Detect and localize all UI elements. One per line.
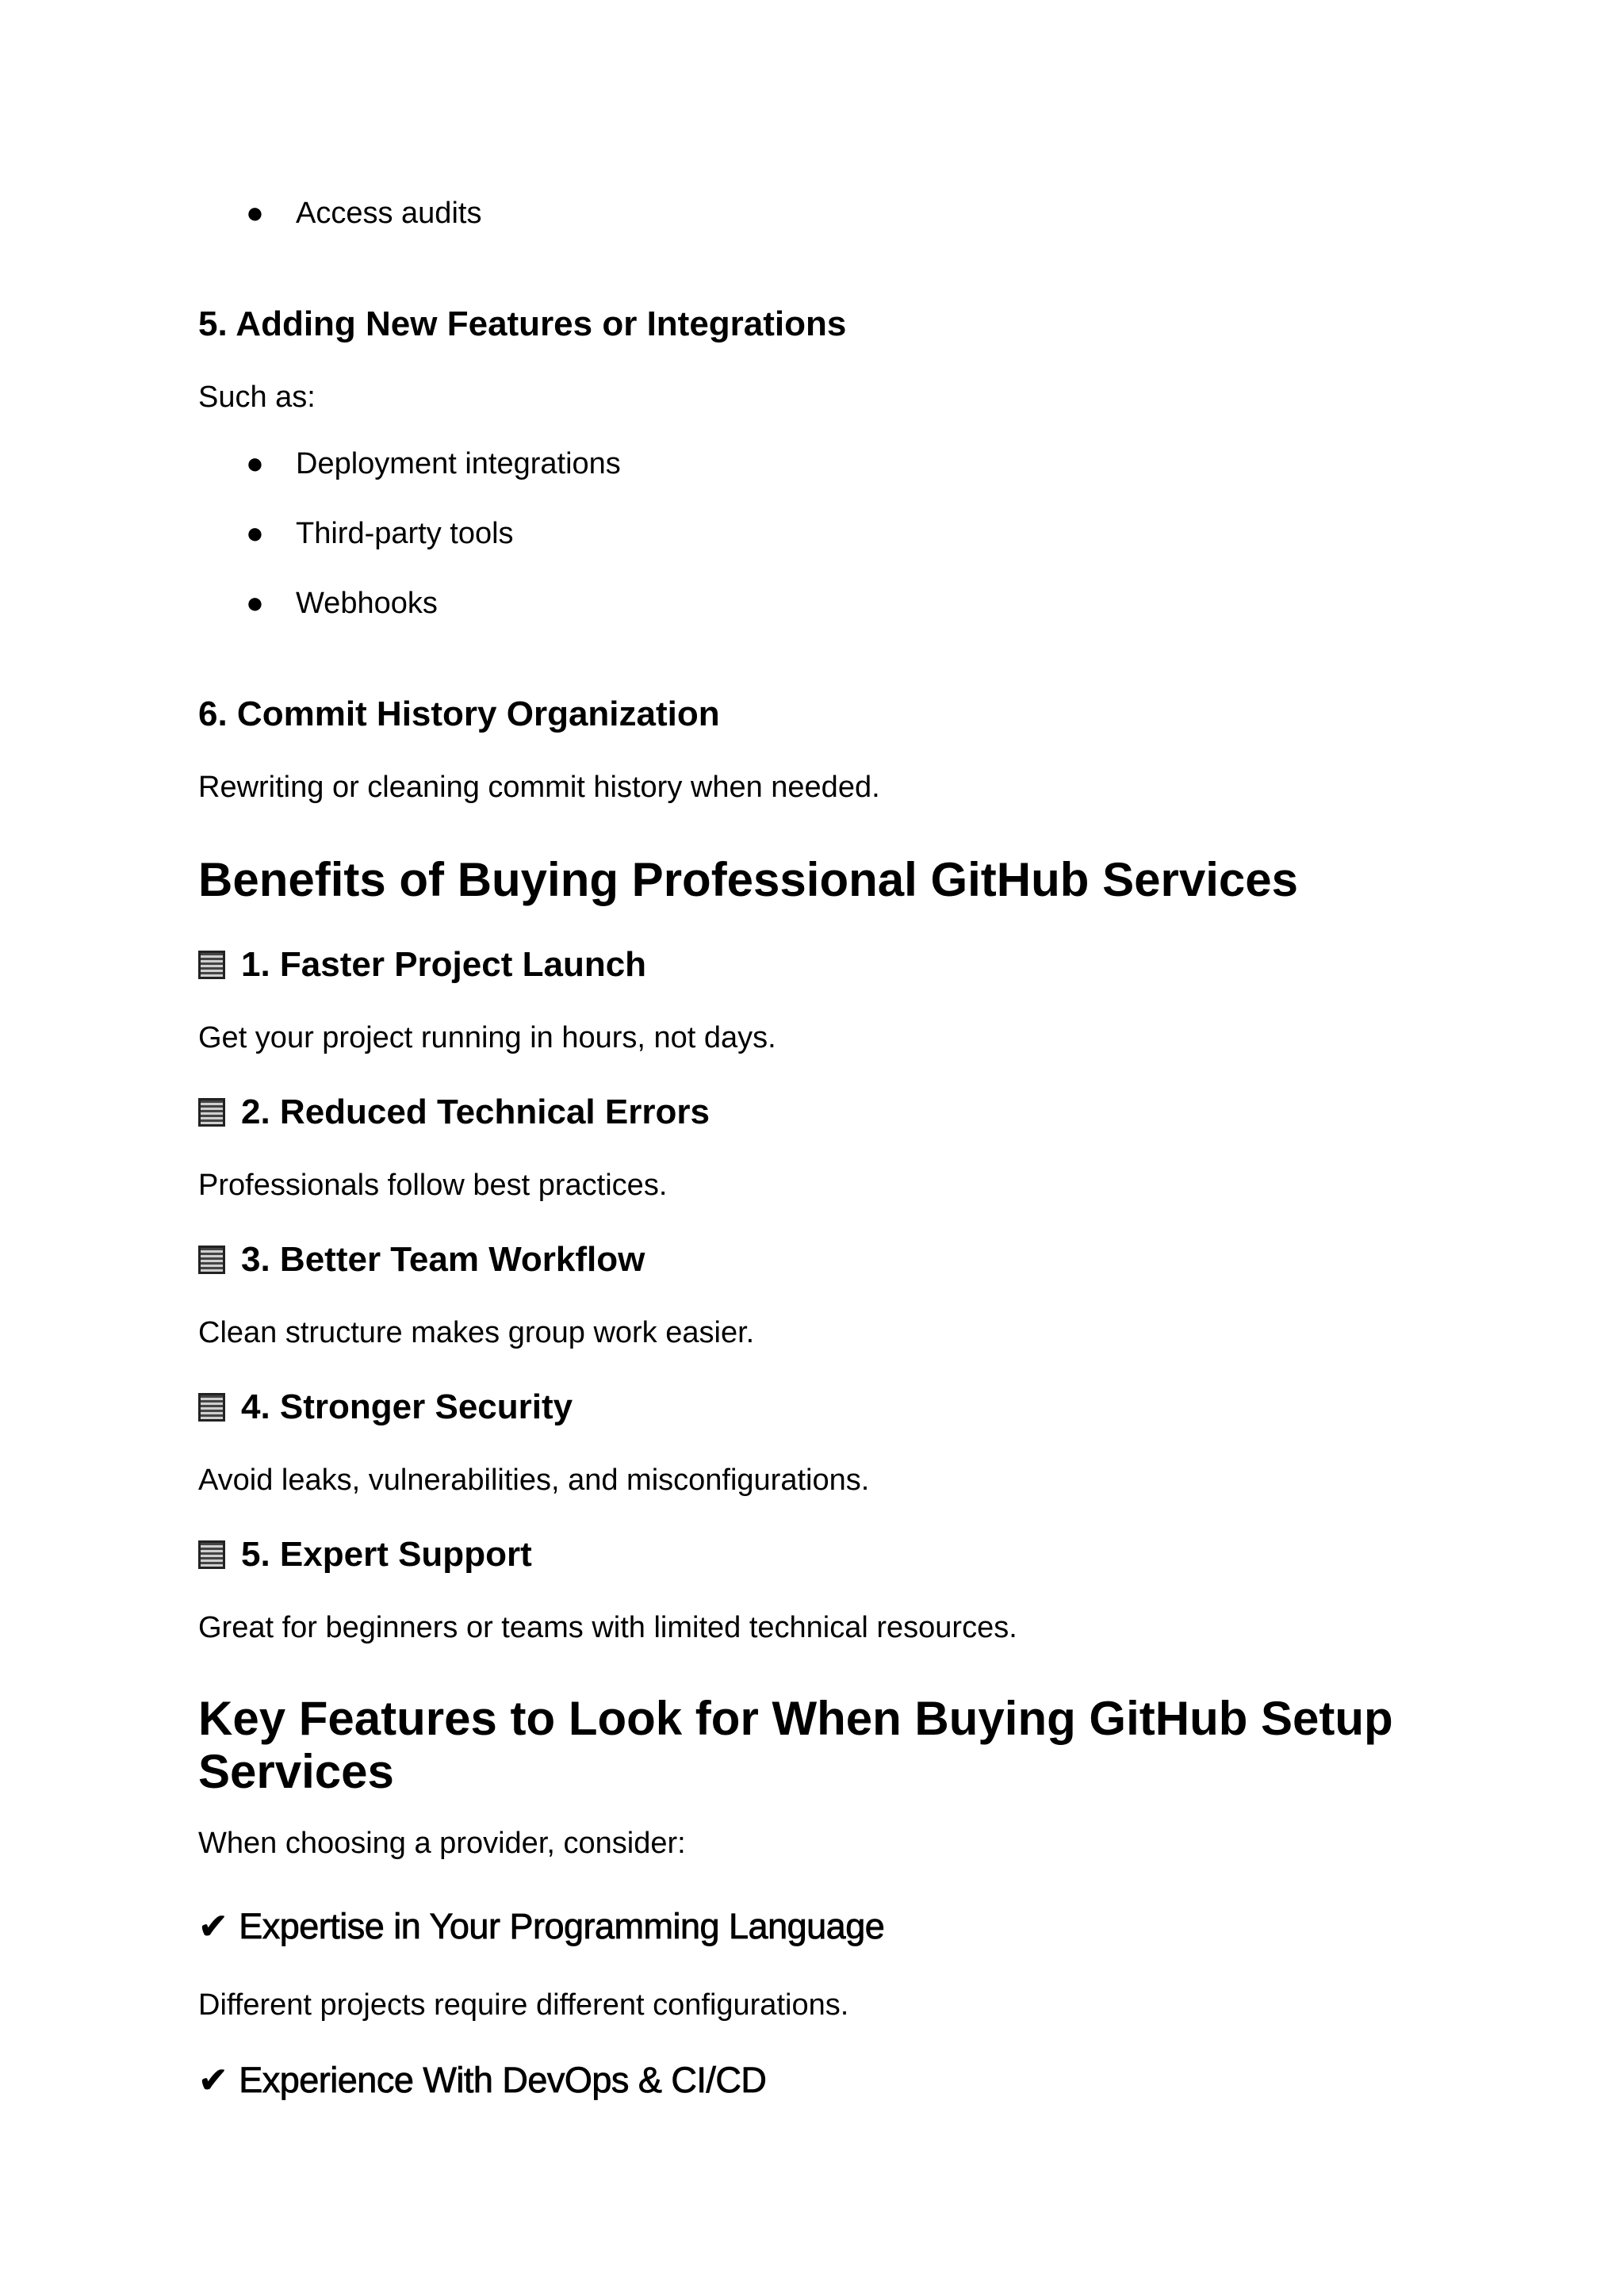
benefit-heading: [198, 945, 646, 985]
benefit-text: Great for beginners or teams with limited technical resources.: [198, 1611, 1017, 1644]
benefit-heading: [198, 1240, 645, 1280]
bullet-icon: ●: [246, 517, 264, 550]
benefits-title: Benefits of Buying Professional GitHub Services: [198, 853, 1298, 906]
document-icon: [198, 1540, 225, 1569]
benefit-heading-text: 5. Expert Support: [241, 1535, 532, 1574]
feature-heading: [198, 2060, 766, 2101]
feature-text: Different projects require different configurations.: [198, 1988, 849, 2022]
key-features-title-line1: Key Features to Look for When Buying GitHub Setup: [198, 1692, 1393, 1745]
document-icon: [198, 1393, 225, 1422]
list-item-text: Access audits: [296, 197, 482, 230]
feature-heading-text: Expertise in Your Programming Language: [239, 1906, 885, 1946]
document-icon: [198, 1246, 225, 1274]
list-item-text: Webhooks: [296, 587, 438, 620]
benefit-text: Avoid leaks, vulnerabilities, and misconfigurations.: [198, 1464, 870, 1497]
benefit-heading-text: 3. Better Team Workflow: [241, 1240, 645, 1279]
feature-heading: [198, 1906, 884, 1947]
benefit-heading-text: 4. Stronger Security: [241, 1387, 573, 1426]
bullet-icon: ●: [246, 447, 264, 480]
section-5-heading: 5. Adding New Features or Integrations: [198, 304, 847, 343]
check-icon: ✔: [198, 1906, 228, 1946]
list-item-text: Third-party tools: [296, 517, 514, 550]
benefit-text: Clean structure makes group work easier.: [198, 1316, 755, 1349]
document-icon: [198, 1098, 225, 1127]
list-item-text: Deployment integrations: [296, 447, 621, 480]
section-6-text: Rewriting or cleaning commit history when needed.: [198, 771, 880, 804]
bullet-icon: ●: [246, 587, 264, 620]
bullet-icon: ●: [246, 197, 264, 230]
document-icon: [198, 951, 225, 979]
section-5-intro: Such as:: [198, 381, 316, 414]
benefit-heading: [198, 1387, 573, 1428]
benefit-heading: [198, 1535, 532, 1575]
key-features-title-line2: Services: [198, 1745, 394, 1798]
section-6-heading: 6. Commit History Organization: [198, 695, 720, 733]
benefit-heading-text: 2. Reduced Technical Errors: [241, 1093, 710, 1131]
benefit-text: Get your project running in hours, not days.: [198, 1021, 776, 1054]
benefit-text: Professionals follow best practices.: [198, 1169, 668, 1202]
benefit-heading-text: 1. Faster Project Launch: [241, 945, 647, 984]
benefit-heading: [198, 1093, 710, 1133]
feature-heading-text: Experience With DevOps & CI/CD: [239, 2060, 767, 2100]
check-icon: ✔: [198, 2060, 228, 2100]
key-features-intro: When choosing a provider, consider:: [198, 1827, 686, 1860]
